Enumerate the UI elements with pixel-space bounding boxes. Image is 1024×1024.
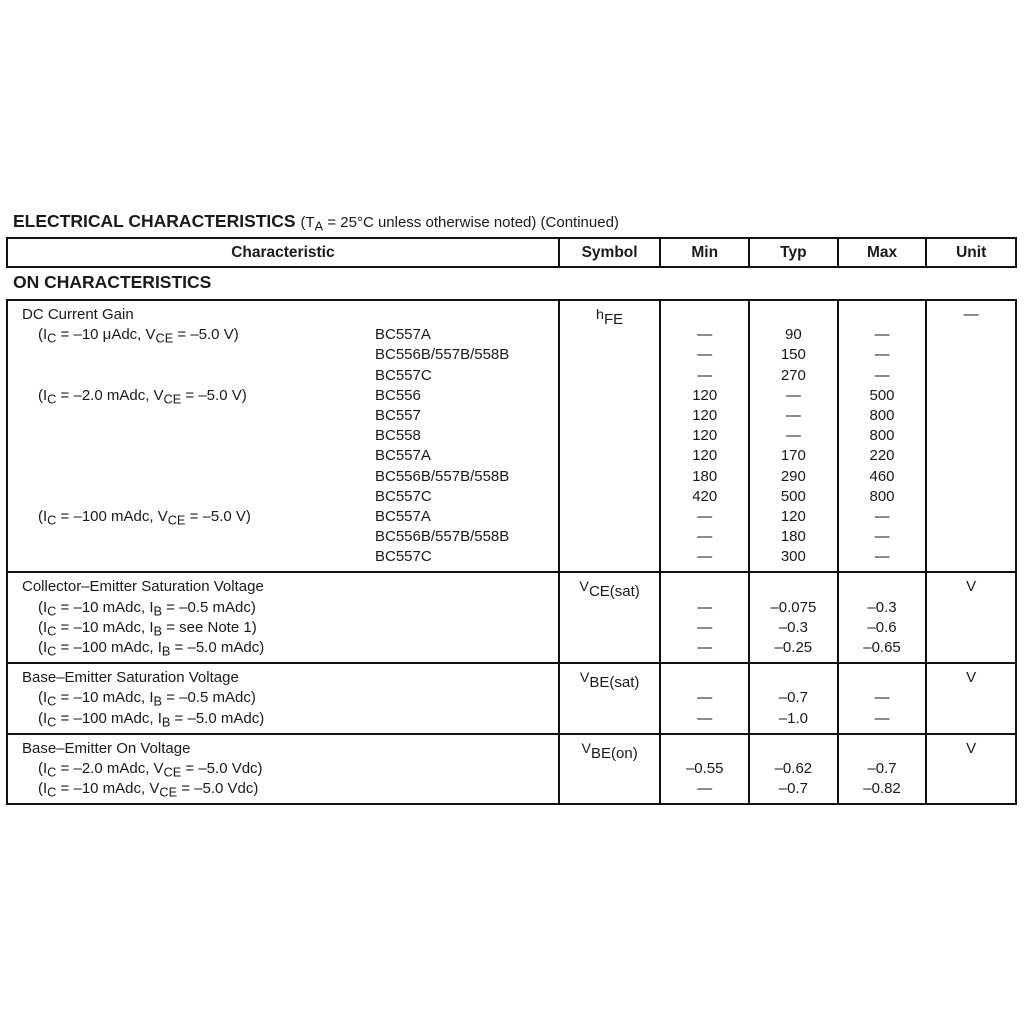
typ-value: 500 <box>780 487 806 505</box>
spacer <box>750 739 837 759</box>
condition-line <box>22 527 558 547</box>
typ-value: –0.7 <box>778 780 808 798</box>
device-name: BC556 <box>375 386 421 404</box>
condition-line: ($I_C = -2.0$ mAdc, $V_{CE} = -5.0$ Vdc) <box>38 759 263 780</box>
title-main: ELECTRICAL CHARACTERISTICS <box>13 211 296 231</box>
min-value: — <box>697 598 713 616</box>
table-header <box>6 237 1017 268</box>
condition-line <box>22 547 558 567</box>
parameter-group <box>8 662 1015 733</box>
parameter-group <box>8 733 1015 804</box>
min-value: 120 <box>692 406 718 424</box>
table-body <box>6 299 1017 805</box>
min-value: 120 <box>692 447 718 465</box>
device-name: BC557 <box>375 406 421 424</box>
condition-line: ($I_C = -10$ mAdc, $I_B$ = see Note 1) <box>38 618 257 639</box>
header-typ: Typ <box>748 239 837 266</box>
max-value: 220 <box>869 447 895 465</box>
max-cell <box>837 301 926 571</box>
max-value: –0.65 <box>863 639 901 656</box>
min-cell <box>659 735 748 804</box>
typ-value: 120 <box>780 507 806 525</box>
characteristic-cell <box>8 664 558 733</box>
max-value: — <box>874 709 890 727</box>
condition-line <box>22 446 558 466</box>
symbol-cell <box>558 735 660 804</box>
spacer <box>839 668 926 688</box>
typ-cell <box>748 573 837 662</box>
typ-value: –0.075 <box>770 598 817 616</box>
condition-line <box>22 345 558 365</box>
typ-cell <box>748 735 837 804</box>
symbol: $^V$BE(sat) <box>579 670 640 692</box>
max-value: — <box>874 548 890 566</box>
min-value: — <box>697 689 713 707</box>
max-value: 800 <box>869 487 895 505</box>
spacer <box>750 668 837 688</box>
typ-value: — <box>785 406 801 424</box>
min-value: — <box>697 528 713 546</box>
max-value: — <box>874 528 890 546</box>
min-value: — <box>697 780 713 798</box>
unit-value: V <box>966 739 977 757</box>
title-conditions: ($T_A = 25^\circ C$ unless otherwise noted) (Continued) <box>300 214 619 234</box>
typ-value: 300 <box>780 548 806 566</box>
table-title <box>13 211 619 232</box>
max-value: 800 <box>869 406 895 424</box>
spacer <box>661 668 748 688</box>
min-value: — <box>697 618 713 636</box>
condition-line <box>22 487 558 507</box>
condition-line <box>22 426 558 446</box>
header-characteristic: Characteristic <box>231 243 335 261</box>
spacer <box>750 305 837 325</box>
symbol-cell <box>558 301 660 571</box>
symbol-cell <box>558 573 660 662</box>
typ-value: –0.3 <box>778 618 808 636</box>
device-name: BC556B/557B/558B <box>375 467 510 485</box>
max-value: –0.82 <box>863 780 901 798</box>
typ-value: –1.0 <box>778 709 808 727</box>
min-cell <box>659 664 748 733</box>
min-value: 120 <box>692 386 718 404</box>
condition-line: ($I_C = -10$ mAdc, $V_{CE} = -5.0$ Vdc) <box>38 780 259 800</box>
typ-value: 150 <box>780 346 806 364</box>
header-min: Min <box>659 239 748 266</box>
device-name: BC557A <box>375 326 431 344</box>
symbol-cell <box>558 664 660 733</box>
symbol: $^V$CE(sat) <box>579 579 640 601</box>
min-value: –0.55 <box>685 759 724 777</box>
unit-cell <box>925 573 1015 662</box>
spacer <box>750 577 837 597</box>
min-value: — <box>697 326 713 344</box>
parameter-group <box>8 571 1015 662</box>
condition-line: ($I_C = -10$ μAdc, $V_{CE} = -5.0$ V) BC557A <box>38 326 431 346</box>
condition-line: ($I_C = -100$ mAdc, $I_B = -5.0$ mAdc) <box>38 639 265 659</box>
max-value: –0.3 <box>867 598 897 616</box>
min-value: — <box>697 709 713 727</box>
typ-value: 290 <box>780 467 806 485</box>
max-value: — <box>874 366 890 384</box>
max-value: –0.7 <box>867 759 897 777</box>
typ-cell <box>748 664 837 733</box>
max-value: –0.6 <box>867 618 897 636</box>
typ-value: 180 <box>780 528 806 546</box>
condition-line <box>22 467 558 487</box>
characteristic-cell <box>8 301 558 571</box>
typ-value: –0.62 <box>774 759 813 777</box>
device-name: BC557A <box>375 507 431 525</box>
min-value: 120 <box>692 427 718 445</box>
min-value: 420 <box>692 487 718 505</box>
condition-line: ($I_C = -2.0$ mAdc, $V_{CE} = -5.0$ V) BC556 <box>38 386 421 407</box>
header-max: Max <box>837 239 926 266</box>
max-cell <box>837 735 926 804</box>
spacer <box>661 739 748 759</box>
max-value: 800 <box>869 427 895 445</box>
device-name: BC557C <box>375 366 432 384</box>
device-name: BC557C <box>375 487 432 505</box>
device-name: BC557C <box>375 548 432 566</box>
condition-line <box>22 366 558 386</box>
condition-line: ($I_C = -100$ mAdc, $I_B = -5.0$ mAdc) <box>38 709 265 730</box>
typ-value: –0.25 <box>774 639 813 656</box>
condition-line <box>22 406 558 426</box>
unit-value: V <box>966 669 977 687</box>
parameter-group <box>8 301 1015 571</box>
unit-value: V <box>966 578 977 596</box>
spacer <box>839 739 926 759</box>
typ-value: 90 <box>785 326 802 344</box>
min-cell <box>659 301 748 571</box>
parameter-name: Base–Emitter On Voltage <box>22 739 191 757</box>
condition-line: ($I_C = -10$ mAdc, $I_B = -0.5$ mAdc) <box>38 598 256 619</box>
min-value: — <box>697 639 713 656</box>
device-name: BC556B/557B/558B <box>375 528 510 546</box>
min-cell <box>659 573 748 662</box>
max-cell <box>837 573 926 662</box>
spacer <box>661 305 748 325</box>
condition-line: ($I_C = -10$ mAdc, $I_B = -0.5$ mAdc) <box>38 689 256 709</box>
symbol: $^h$FE <box>596 307 624 328</box>
device-name: BC556B/557B/558B <box>375 346 510 364</box>
device-name: BC557A <box>375 447 431 465</box>
min-value: 180 <box>692 467 718 485</box>
header-unit: Unit <box>925 239 1015 266</box>
min-value: — <box>697 548 713 566</box>
condition-line: ($I_C = -100$ mAdc, $V_{CE} = -5.0$ V) BC557A <box>38 507 431 528</box>
max-value: — <box>874 326 890 344</box>
parameter-name: DC Current Gain <box>22 306 134 323</box>
typ-value: — <box>785 427 801 445</box>
min-value: — <box>697 366 713 384</box>
header-symbol: Symbol <box>558 239 660 266</box>
typ-value: 270 <box>780 366 806 384</box>
spacer <box>839 305 926 325</box>
unit-cell <box>925 735 1015 804</box>
parameter-name: Base–Emitter Saturation Voltage <box>22 669 239 687</box>
section-title: ON CHARACTERISTICS <box>13 272 212 292</box>
device-name: BC558 <box>375 427 421 445</box>
max-value: 460 <box>869 467 895 485</box>
max-value: — <box>874 346 890 364</box>
max-value: — <box>874 689 890 707</box>
unit-cell <box>925 301 1015 571</box>
typ-value: — <box>785 386 801 404</box>
min-value: — <box>697 346 713 364</box>
typ-value: –0.7 <box>778 689 808 707</box>
typ-value: 170 <box>780 447 806 465</box>
spacer <box>661 577 748 597</box>
characteristic-cell <box>8 735 558 804</box>
max-value: — <box>874 507 890 525</box>
max-value: 500 <box>869 386 895 404</box>
min-value: — <box>697 507 713 525</box>
unit-value: — <box>963 306 979 323</box>
parameter-name: Collector–Emitter Saturation Voltage <box>22 578 264 596</box>
characteristic-cell <box>8 573 558 662</box>
unit-cell <box>925 664 1015 733</box>
spacer <box>839 577 926 597</box>
max-cell <box>837 664 926 733</box>
symbol: $^V$BE(on) <box>581 740 638 762</box>
typ-cell <box>748 301 837 571</box>
